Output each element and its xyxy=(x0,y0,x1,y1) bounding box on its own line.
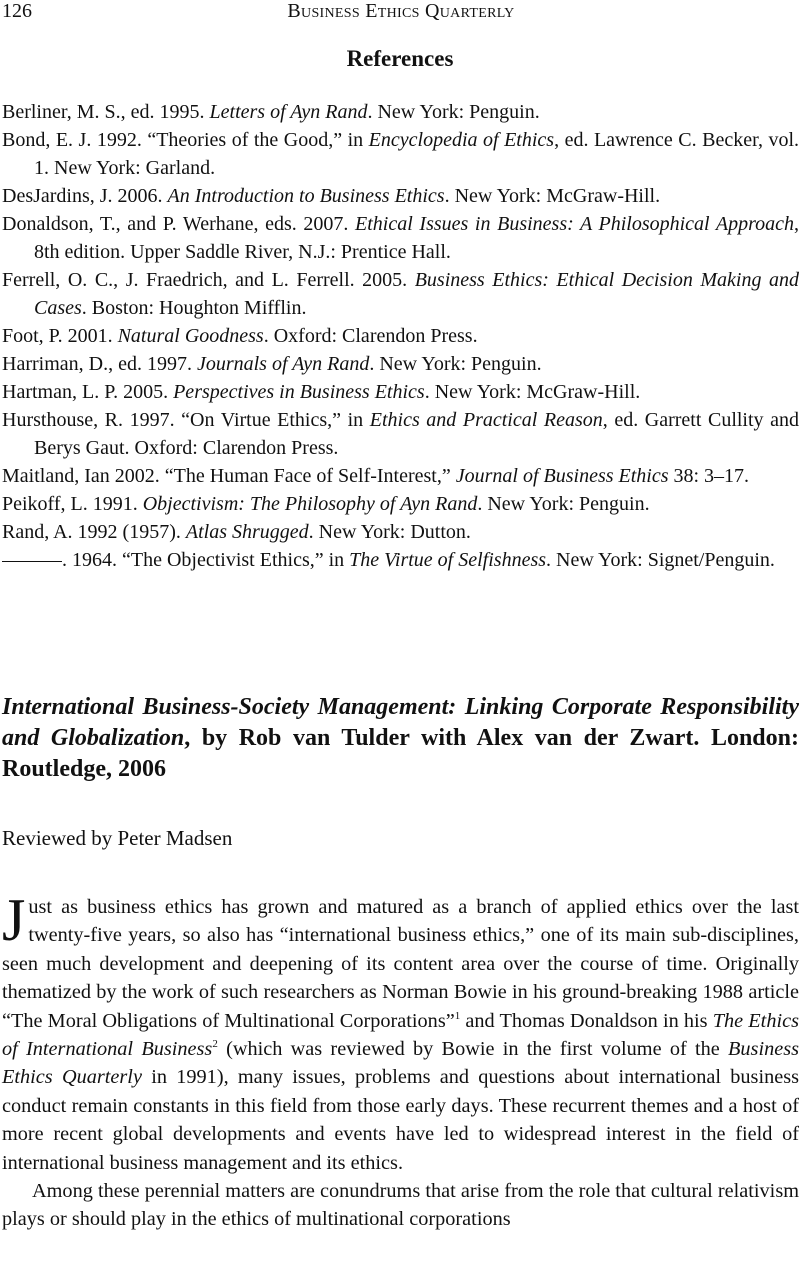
book-details: , by Rob van Tulder with Alex van der Zwart. London: Routledge, 2006 xyxy=(2,725,799,782)
reference-entry: Foot, P. 2001. Natural Goodness. Oxford: Clarendon Press. xyxy=(2,325,478,347)
reference-entry: Rand, A. 1992 (1957). Atlas Shrugged. New York: Dutton. xyxy=(2,521,471,543)
reference-entry: Bond, E. J. 1992. “Theories of the Good,” in Encyclopedia of Ethics, ed. Lawrence C. Becker, vol. 1. New York: Garland. xyxy=(2,129,799,179)
reference-title: Business Ethics: Ethical Decision Making and Cases xyxy=(34,269,799,319)
footnote-ref-1: 1 xyxy=(454,1009,461,1022)
reference-list xyxy=(2,98,799,574)
reference-entry: Donaldson, T., and P. Werhane, eds. 2007. Ethical Issues in Business: A Philosophical Approach, 8th edition. Upper Saddle River, N.J.: Prentice Hall. xyxy=(2,213,799,263)
review-title xyxy=(2,692,799,785)
reference-title: Letters of Ayn Rand xyxy=(209,101,368,123)
page-number: 126 xyxy=(2,0,32,22)
reference-title: Natural Goodness xyxy=(117,325,264,347)
references-heading: References xyxy=(346,46,454,71)
paragraph-1: Just as business ethics has grown and matured as a branch of applied ethics over the last twenty-five years, so also has “international business ethics,” one of its main sub-disciplines, seen much development and deepening of its content area over the course of time. Originally thematized by the work of such researchers as Norman Bowie in his ground-breaking 1988 article “The Moral Obligations of Multinational Corporations”$^1$ and Thomas Donaldson in his The Ethics of International Business$^2$ (which was reviewed by Bowie in the first volume of the Business Ethics Quarterly in 1991), many issues, problems and questions about international business conduct remain constants in this field from those early days. These recurrent themes and a host of more recent global developments and events have led to widespread interest in the field of international business management and its ethics. xyxy=(2,887,800,1174)
cited-journal: Business Ethics Quarterly xyxy=(2,1038,799,1089)
reference-title: Journal of Business Ethics xyxy=(455,465,669,487)
reference-title: Ethical Issues in Business: A Philosophical Approach xyxy=(355,213,794,235)
paragraph-2: Among these perennial matters are conundrums that arise from the role that cultural relativism plays or should play in the ethics of multinational corporations xyxy=(2,1180,799,1231)
reference-entry: DesJardins, J. 2006. An Introduction to Business Ethics. New York: McGraw-Hill. xyxy=(2,185,661,207)
reviewer-line: Reviewed by Peter Madsen xyxy=(2,826,233,850)
reference-title: Encyclopedia of Ethics xyxy=(368,129,555,151)
review-body xyxy=(2,887,800,1234)
reference-title: Objectivism: The Philosophy of Ayn Rand xyxy=(142,493,478,515)
reference-title: Ethics and Practical Reason xyxy=(369,409,603,431)
book-title: International Business-Society Management: Linking Corporate Responsibility and Globalization xyxy=(2,694,799,751)
same-author-rule xyxy=(2,561,62,562)
reference-entry: Ferrell, O. C., J. Fraedrich, and L. Ferrell. 2005. Business Ethics: Ethical Decision Making and Cases. Boston: Houghton Mifflin. xyxy=(2,269,799,319)
reference-title: The Virtue of Selfishness xyxy=(349,549,547,571)
reference-entry: Harriman, D., ed. 1997. Journals of Ayn Rand. New York: Penguin. xyxy=(2,353,542,375)
reference-entry: Hartman, L. P. 2005. Perspectives in Business Ethics. New York: McGraw-Hill. xyxy=(2,381,641,403)
reference-entry: Berliner, M. S., ed. 1995. Letters of Ayn Rand. New York: Penguin. xyxy=(2,101,540,123)
footnote-ref-2: 2 xyxy=(212,1038,218,1051)
journal-title: Business Ethics Quarterly xyxy=(287,0,515,22)
running-header xyxy=(2,0,800,24)
reference-title: An Introduction to Business Ethics xyxy=(167,185,445,207)
reference-entry: Hursthouse, R. 1997. “On Virtue Ethics,” in Ethics and Practical Reason, ed. Garrett Cullity and Berys Gaut. Oxford: Clarendon Press. xyxy=(2,409,799,459)
reference-title: Atlas Shrugged xyxy=(185,521,309,543)
reference-entry: Maitland, Ian 2002. “The Human Face of Self-Interest,” Journal of Business Ethics 38: 3–17. xyxy=(2,465,750,487)
drop-cap: J xyxy=(2,887,26,953)
reference-title: Journals of Ayn Rand xyxy=(196,353,370,375)
cited-book: The Ethics of International Business xyxy=(2,1009,799,1061)
reference-title: Perspectives in Business Ethics xyxy=(173,381,425,403)
reference-entry: . 1964. “The Objectivist Ethics,” in The Virtue of Selfishness. New York: Signet/Penguin. xyxy=(2,546,799,574)
reference-entry: Peikoff, L. 1991. Objectivism: The Philosophy of Ayn Rand. New York: Penguin. xyxy=(2,493,650,515)
